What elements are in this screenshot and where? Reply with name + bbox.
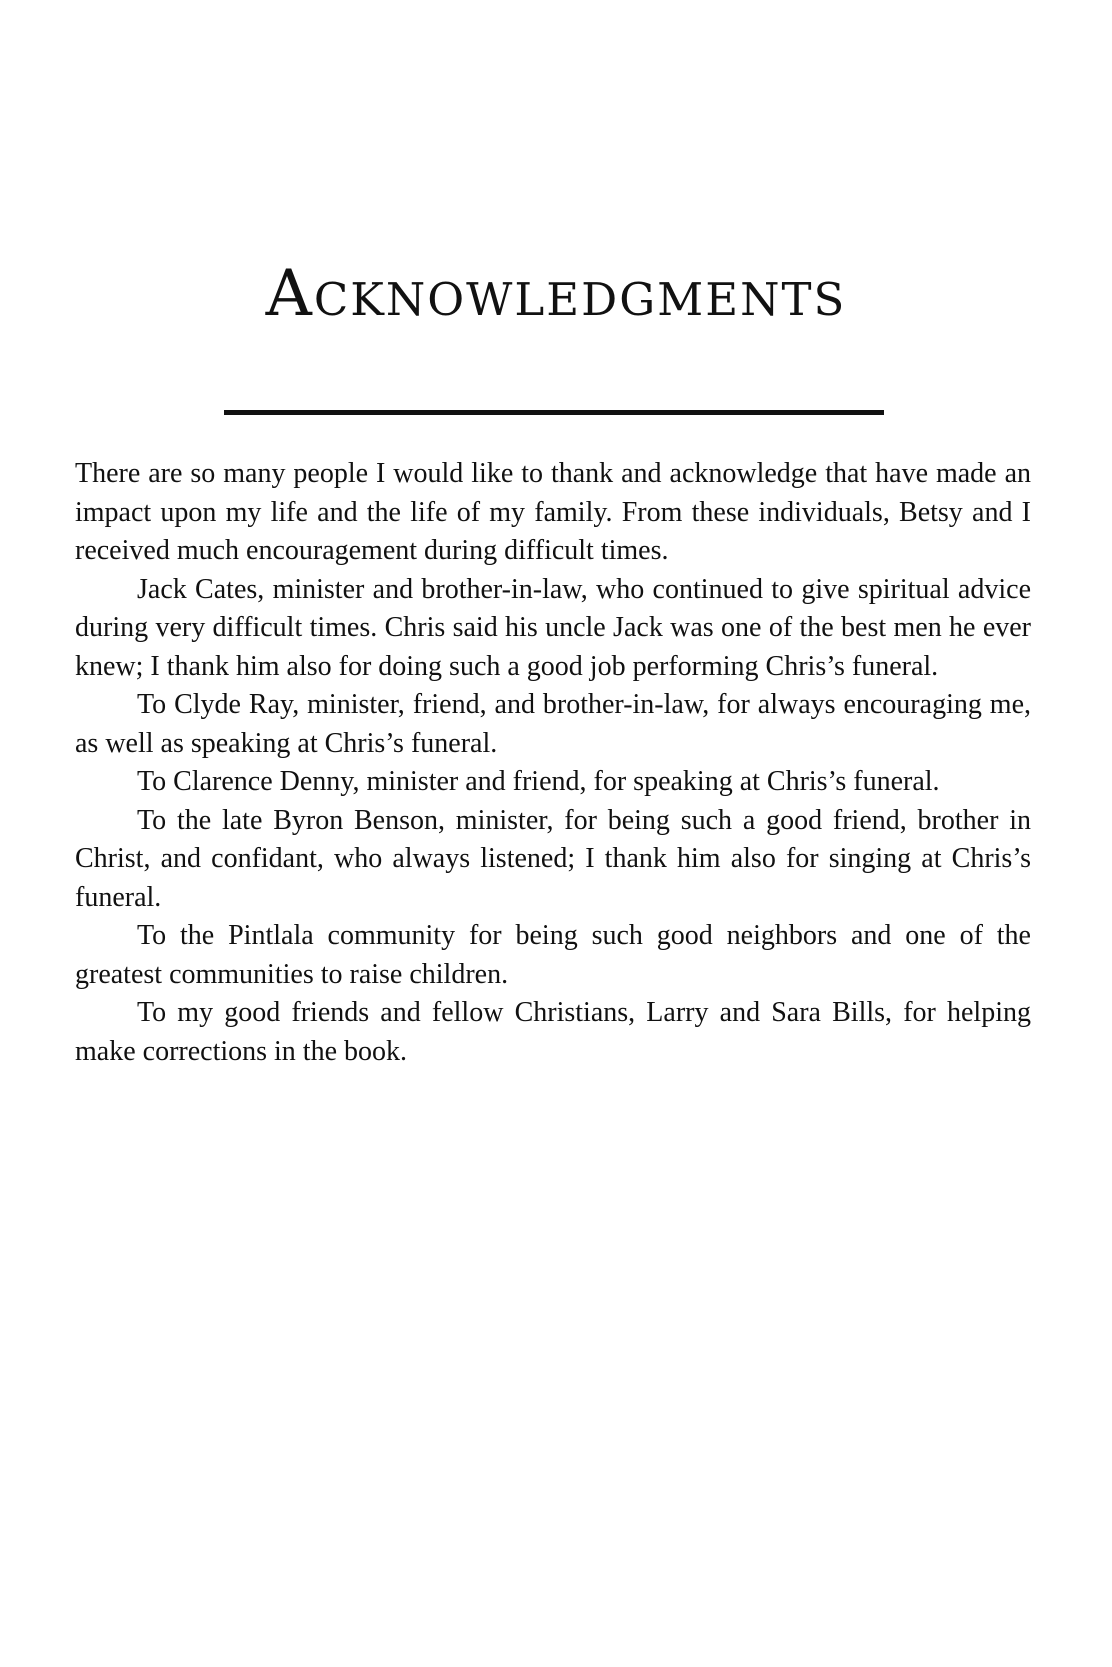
paragraph-larry-sara-bills: To my good friends and fellow Christians, Larry and Sara Bills, for helping make corrections in the book. [75,997,1031,1067]
paragraph-intro: There are so many people I would like to thank and acknowledge that have made an impact upon my life and the life of my family. From these individuals, Betsy and I received much encouragement during difficult times. [75,458,1031,566]
paragraph-clyde-ray: To Clyde Ray, minister, friend, and brother-in-law, for always encouraging me, as well as speaking at Chris’s funeral. [75,689,1031,759]
paragraph-byron-benson: To the late Byron Benson, minister, for being such a good friend, brother in Christ, and confidant, who always listened; I thank him also for singing at Chris’s funeral. [75,804,1031,913]
title-divider [224,410,884,415]
acknowledgments-body [75,455,1031,1071]
page-title: Acknowledgments [265,257,847,331]
paragraph-jack-cates: Jack Cates, minister and brother-in-law, who continued to give spiritual advice during very difficult times. Chris said his uncle Jack was one of the best men he ever knew; I thank him also for doing such a good job performing Chris’s funeral. [75,573,1031,682]
paragraph-clarence-denny: To Clarence Denny, minister and friend, for speaking at Chris’s funeral. [137,766,940,797]
paragraph-pintlala-community: To the Pintlala community for being such good neighbors and one of the greatest communities to raise children. [75,920,1031,990]
